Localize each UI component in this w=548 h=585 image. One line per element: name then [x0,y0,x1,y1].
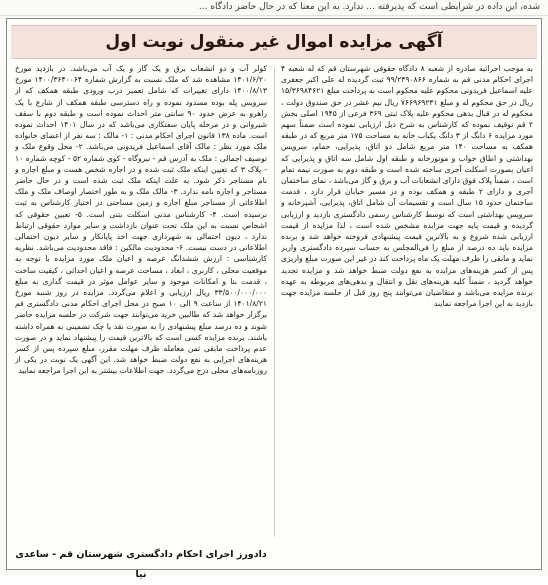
column-divider [274,67,275,537]
previous-article-fragment: شده، این داده در شرایطی است که پذیرفته ... ندارد. به این معنا که در حال حاضر دادگاه ... [0,0,548,16]
notice-column-right: به موجب اجرائیه صادره از شعبه ۸ دادگاه حقوقی شهرستان قم که له شعبه ۴ اجرای احکام مدنی قم به شماره ۹۹/۲۴۹۰۸۶۶ ثبت گردیده له علی اکبر جعفری علیه اسماعیل فریدونی محکوم علیه محکوم است به پرداخت مبلغ ۱۵/۳۶۹۸۴۶۲۱ ریال در حق محکوم له و مبلغ ۷۶۶۹۶۹۲۳۱ ریال نیم عشر در حق صندوق دولت ، محکوم له در قبال بدهی محکوم علیه پلاک ثبتی ۳۶۹ فرعی از ۱۹۴۵ اصلی بخش ۲ قم توقیف نموده که کارشناس به شرح ذیل ارزیابی نموده است ضمناً سهم مورد مزایده ۶ دانگ از ۳ دانگ یکباب خانه به مساحت ۱۷۵ متر مربع که در طبقه همکف به مساحت ۱۴۰ متر مربع شامل دو اتاق، پذیرایی، حمام، سرویس بهداشتی و اطاق خواب و موتورخانه و طبقه اول شامل سه اتاق و پذیرایی که اعیان بصورت اسکلت آجری ساخته شده است و طبقه دوم به صورت نیمه تمام است ، ضمناً پلاک فوق دارای انشعابات آب و برق و گاز می‌باشد ، نمای ساختمان آجری و دارای ۲ طبقه و همکف بوده و در مسیر خیابان قرار دارد ، قدمت ساختمان حدود ۱۵ سال است و تقسیمات آن شامل اتاق، پذیرایی، آشپزخانه و سرویس بهداشتی است که توسط کارشناس رسمی دادگستری بازدید و ارزیابی گردیده و قیمت پایه جهت مزایده مشخص شده است ، لذا مزایده از قیمت ارزیابی شده شروع و به بالاترین قیمت پیشنهادی فروخته خواهد شد و برنده مزایده باید ده درصد از مبلغ را فی‌المجلس به حساب سپرده دادگستری واریز نماید و مابقی را ظرف مهلت یک ماه پرداخت کند در غیر این صورت مبلغ واریزی پس از کسر هزینه‌های مزایده به نفع دولت ضبط خواهد شد و مزایده تجدید خواهد گردید ، ضمناً کلیه هزینه‌های نقل و انتقال و بدهی‌های مربوطه به عهده برنده مزایده می‌باشد و متقاضیان می‌توانند پنج روز قبل از جلسه مزایده جهت بازدید به این اجرا مراجعه نمایند [281,64,533,309]
notice-header [11,25,537,59]
notice-signature: دادورز اجرای احکام دادگستری شهرستان قم - ساعدی نیا [15,549,267,580]
auction-notice [6,18,542,580]
notice-body [15,63,533,541]
notice-column-left: کولر آب و دو انشعاب برق و یک گاز و یک آب می‌باشد. در بازدید مورخ ۱۴۰۱/۶/۲۰ مشاهده شد که ملک نسبت به گزارش شماره ۱۴۰۰/۳۶۴۰۰۶۴ مورخ ۱۴۰۰/۸/۱۳ دارای تغییرات که شامل تعمیر درب ورودی طبقه همکف که از سرویس پله بوده مسدود نموده و راه دسترسی طبقه همکف از شارع با یک راهرو به عرض حدود ۹۰ سانتی متر احداث نموده است و طبقه دوم با سقف شیروانی و در مرحله پایان سفتکاری می‌باشد که در سال ۱۴۰۱ احداث نموده است. ماده ۱۳۸ قانون اجرای احکام مدنی : ۱- مالک : سه نفر از اعضای خانواده ملک مورد نظر : مالک آقای اسماعیل فریدونی می‌باشد. ۲- محل وقوع ملک و توصیف اجمالی : ملک به آدرس قم - نیروگاه - کوی شماره ۵۲ - کوچه شماره ۱۰ - پلاک ۳ که تعیین اینکه ملک ثبت شده و در اجاره شخص هست و مبلغ اجاره و نام مستاجر ذکر شود. به علت اینکه ملک ثبت شده است و در حال حاضر مستاجر و اجاره نامه ندارد. ۳- مالک ملک و به طور اختصار اوصاف ملک و ملک اطلاعاتی از مستاجر مبلغ اجاره و زمین مساحتی در اختیار کارشناس به ثبت نرسیده است. ۴- کارشناس مدنی اسکلت بتنی است. ۵- تعیین حقوقی که اشخاص نسبت به این ملک تحت عنوان بازداشت و سایر موارد حقوقی ارتباط ندارد ، دیون احتمالی به شهرداری جهت اخذ پایانکار و سایر دیون احتمالی اطلاعاتی در دست نیست. ۶- محدودیت مالکین : فاقد محدودیت می‌باشد. نظریه کارشناسی : ارزش ششدانگ عرصه و اعیان ملک مورد مزایده با توجه به موقعیت محلی ، کاربری ، ابعاد ، مساحت عرصه و اعیان احداثی ، کیفیت ساخت ، قدمت بنا و امکانات موجود و سایر عوامل موثر در قیمت گذاری به مبلغ ۳۳/۵۰۰/۰۰۰/۰۰۰ ریال ارزیابی و اعلام می‌گردد. مزایده در روز شنبه مورخ ۱۴۰۱/۸/۲۱ از ساعت ۹ الی ۱۰ صبح در محل اجرای احکام مدنی دادگستری قم برگزار خواهد شد که طالبین خرید می‌توانند جهت شرکت در جلسه مزایده حاضر شوند و ده درصد مبلغ پیشنهادی را به صورت نقد یا چک تضمینی به همراه داشته باشند. برنده مزایده کسی است که بالاترین قیمت را پیشنهاد نماید و در صورت عدم پرداخت مابقی ثمن معامله ظرف مهلت مقرر، مبلغ سپرده پس از کسر هزینه‌های اجرایی به نفع دولت ضبط خواهد شد. این آگهی یک نوبت در یکی از روزنامه‌های محلی درج می‌گردد. جهت اطلاعات بیشتر به این اجرا مراجعه نمایید [15,64,267,376]
notice-title: آگهی مزایده اموال غیر منقول نوبت اول [105,32,443,52]
